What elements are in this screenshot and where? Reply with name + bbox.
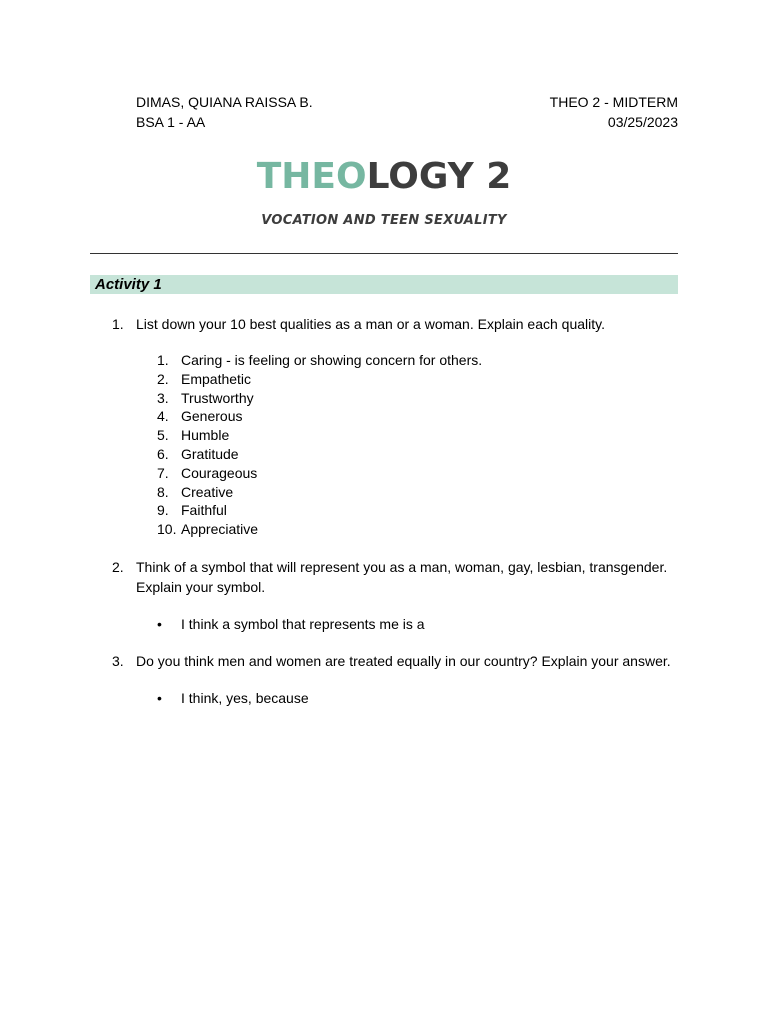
course-label: THEO 2 - MIDTERM — [549, 94, 678, 110]
student-info — [136, 92, 313, 132]
list-number: 9. — [157, 502, 169, 519]
list-text: Creative — [181, 483, 234, 500]
list-text: Caring - is feeling or showing concern for others. — [181, 352, 483, 368]
activity-heading — [90, 275, 678, 294]
question-1 — [112, 314, 678, 334]
list-number: 4. — [157, 408, 169, 425]
page-subtitle: VOCATION AND TEEN SEXUALITY — [261, 213, 507, 228]
document-date: 03/25/2023 — [607, 114, 678, 130]
list-text: Courageous — [181, 464, 258, 481]
question-text: Think of a symbol that will represent you as a man, woman, gay, lesbian, transgender. Explain your symbol. — [136, 559, 668, 595]
activity-label: Activity 1 — [95, 276, 162, 293]
question-2 — [112, 557, 678, 597]
list-number: 2. — [157, 370, 169, 387]
horizontal-divider — [90, 253, 678, 254]
question-number: 2. — [112, 559, 124, 575]
bullet-icon: • — [157, 690, 162, 706]
question-3 — [112, 651, 678, 671]
question-number: 3. — [112, 653, 124, 669]
list-text: Faithful — [181, 502, 227, 519]
list-number: 7. — [157, 464, 169, 481]
list-number: 1. — [157, 352, 169, 368]
list-number: 10. — [157, 521, 177, 538]
question-text: List down your 10 best qualities as a man or a woman. Explain each quality. — [136, 316, 605, 332]
answer-text: I think a symbol that represents me is a — [181, 616, 425, 632]
list-number: 8. — [157, 483, 169, 500]
list-text: Trustworthy — [181, 389, 254, 406]
page-title — [0, 154, 768, 200]
question-text: Do you think men and women are treated equally in our country? Explain your answer. — [136, 653, 671, 669]
bullet-icon: • — [157, 616, 162, 632]
question-number: 1. — [112, 316, 124, 332]
course-info — [550, 92, 678, 132]
list-number: 5. — [157, 427, 169, 444]
list-text: Humble — [181, 427, 230, 444]
student-section: BSA 1 - AA — [136, 114, 206, 130]
list-text: Empathetic — [181, 370, 252, 387]
list-number: 3. — [157, 389, 169, 406]
answer-text: I think, yes, because — [181, 690, 309, 706]
list-text: Appreciative — [181, 521, 259, 538]
list-text: Gratitude — [181, 445, 239, 462]
title-rest: LOGY 2 — [366, 156, 512, 197]
title-accent: THEO — [256, 156, 367, 197]
student-name: DIMAS, QUIANA RAISSA B. — [136, 94, 313, 110]
list-number: 6. — [157, 445, 169, 462]
list-text: Generous — [181, 408, 243, 425]
